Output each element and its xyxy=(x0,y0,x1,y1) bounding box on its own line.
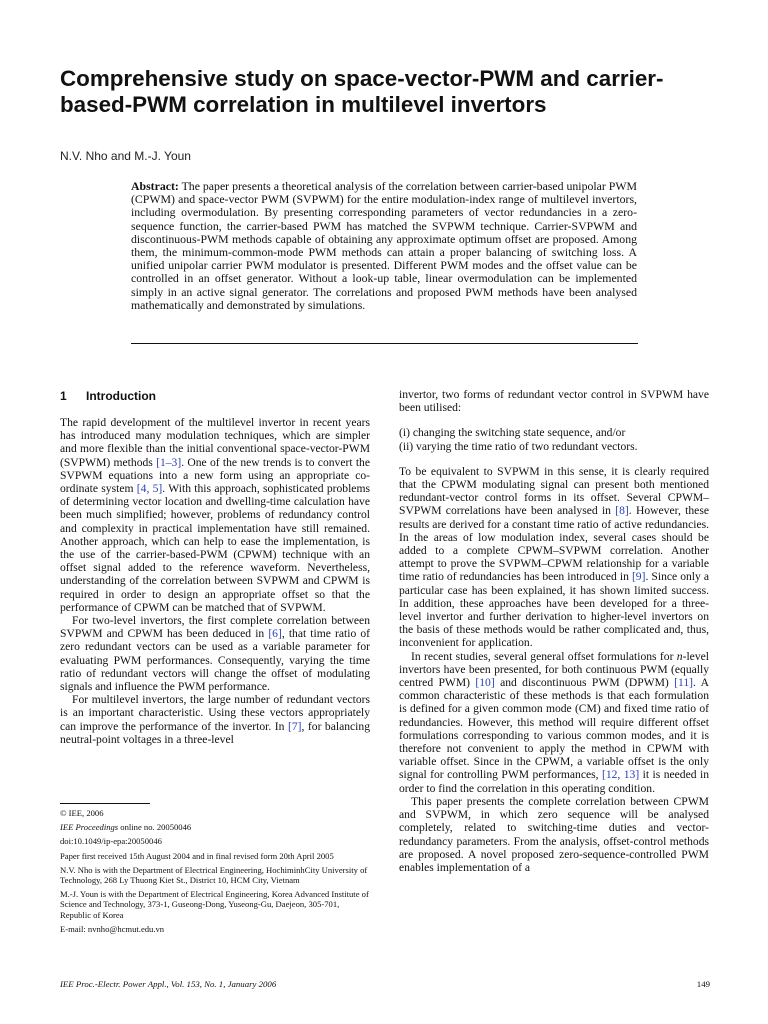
text-run: and discontinuous PWM (DPWM) xyxy=(494,676,675,690)
email-note: E-mail: nvnho@hcmut.edu.vn xyxy=(60,923,165,934)
text-run: , for balancing neutral-point voltages in a three-level xyxy=(60,719,370,746)
affiliation-note-2: M.-J. Youn is with the Department of Electrical Engineering, Korea Advanced Institute of Science and Technology, 373-1, Guseong-Dong, Yuseong-Gu, Daejeon, 305-701, Republic of Korea xyxy=(60,889,369,920)
proceedings-note xyxy=(60,822,370,832)
intro-paragraph-1 xyxy=(60,416,370,614)
affiliation-note-1: N.V. Nho is with the Department of Electrical Engineering, HochiminhCity University of Technology, 268 Ly Thuong Kiet St., District 10, HCM City, Vietnam xyxy=(60,864,368,886)
citation-link[interactable]: [10] xyxy=(475,676,495,690)
text-run: . Since only a particular case has been explained, it has shown limited success. In addition, these approaches have been developed for a three-level invertor and further derivation to higher-level invertors on the basis of these methods would be rather complicated and, thus, inconvenient for application. xyxy=(399,570,710,650)
list-item: (i) changing the switching state sequence, and/or xyxy=(399,426,626,440)
intro-paragraph-2 xyxy=(60,614,370,693)
text-run: . With this approach, sophisticated problems of determining vector location and dwelling-time calculation have been much simplified; however, problems of redundancy control and complexity in practical implementation have still remained. Another approach, which can help to ease the implementation, is the use of the carrier-based-PWM (CPWM) technique with an offset signal added to the reference waveform. Nevertheless, understanding of the correlation between SVPWM and CPWM is required in order to design an appropriate offset so that the performance of CPWM can be matched that of SVPWM. xyxy=(60,482,370,614)
copyright-note: © IEE, 2006 xyxy=(60,808,104,818)
paper-title: Comprehensive study on space-vector-PWM and carrier-based-PWM correlation in multilevel invertors xyxy=(60,66,664,117)
text-run: The rapid development of the multilevel invertor in recent years has introduced many modulation techniques, which are simpler and more flexible than the initial conventional space-vector-PWM (SVPWM) methods xyxy=(60,416,370,469)
footnote-divider xyxy=(60,803,150,804)
text-run: -level invertors have been presented, for both continuous PWM (equally centred PWM) xyxy=(399,649,709,690)
citation-link[interactable]: [9] xyxy=(631,570,646,584)
body-paragraph-3 xyxy=(399,650,709,795)
text-run: In recent studies, several general offset formulations for xyxy=(411,649,677,663)
doi-note: doi:10.1049/ip-epa:20050046 xyxy=(60,836,162,847)
text-run: it is needed in order to find the correlation in this operating condition. xyxy=(399,768,709,795)
left-column xyxy=(60,388,370,746)
citation-link[interactable]: [12, 13] xyxy=(601,768,640,782)
text-run: For two-level invertors, the first complete correlation between SVPWM and CPWM has been deduced in xyxy=(60,614,370,641)
body-paragraph-2 xyxy=(399,465,709,650)
abstract xyxy=(131,180,637,312)
text-run: . However, these results are derived for a constant time ratio of active redundancies. In the areas of low modulation index, several cases should be added to a complete CPWM–SVPWM correlation. Another attempt to prove the SVPWM–CPWM relationship for a variable time ratio of redundancies has been introduced in xyxy=(399,504,709,584)
abstract-text: The paper presents a theoretical analysis of the correlation between carrier-based unipolar PWM (CPWM) and space-vector PWM (SVPWM) for the entire modulation-index range of multilevel invertors, including overmodulation. By presenting corresponding parameters of vector redundancies in a zero-sequence function, the carrier-based PWM has matched the SVPWM technique. Carrier-SVPWM and discontinuous-PWM methods capable of obtaining any approximate optimum offset are proposed. Among them, the minimum-common-mode PWM methods can attain a proper balancing of switching loss. A unified unipolar carrier PWM modulator is presented. Different PWM modes and the offset value can be controlled in an offset generator. Without a look-up table, linear overmodulation can be implemented simply in an active signal generator. The correlations and proposed PWM methods have been analysed mathematically and demonstrated by simulations. xyxy=(131,179,637,312)
italic-symbol: n xyxy=(676,649,683,663)
journal-footer: IEE Proc.-Electr. Power Appl., Vol. 153, No. 1, January 2006 xyxy=(60,979,277,989)
text-run: . A common characteristic of these methods is that each formulation is defined for a given common mode (CM) and fixed time ratio of redundancies. However, this method will require different offset formulations corresponding to various common modes, and it is therefore not convenient to apply the method in CPWM with variable offset. Since in the CPWM, a variable offset is the only signal for controlling PWM performances, xyxy=(399,676,709,782)
abstract-divider xyxy=(131,343,638,344)
citation-link[interactable]: [6] xyxy=(268,627,282,641)
footnotes xyxy=(60,808,370,934)
text-run: For multilevel invertors, the large number of redundant vectors is an important characteristic. Using these vectors appropriately can improve the performance of the invertor. In xyxy=(60,693,370,733)
proceedings-number: online no. 20050046 xyxy=(118,822,192,833)
citation-link[interactable]: [7] xyxy=(287,719,302,733)
text-run: . One of the new trends is to convert the SVPWM equations into a new form using an appropriate co-ordinate system xyxy=(60,455,371,496)
intro-paragraph-3 xyxy=(60,693,370,746)
paper-authors: N.V. Nho and M.-J. Youn xyxy=(60,149,191,163)
body-paragraph-1: invertor, two forms of redundant vector control in SVPWM have been utilised: xyxy=(399,388,709,415)
right-column xyxy=(399,388,709,874)
citation-link[interactable]: [1–3] xyxy=(156,455,182,469)
section-title: Introduction xyxy=(86,389,156,403)
citation-link[interactable]: [11] xyxy=(674,676,694,690)
section-number: 1 xyxy=(60,389,67,403)
list-item: (ii) varying the time ratio of two redundant vectors. xyxy=(399,439,638,453)
text-run: To be equivalent to SVPWM in this sense, it is clearly required that the CPWM modulating signal can present both mentioned redundant-vector control forms in its offset. Several CPWM–SVPWM correlations have been analysed in xyxy=(399,464,709,518)
abstract-label: Abstract: xyxy=(131,179,179,193)
body-paragraph-4: This paper presents the complete correlation between CPWM and SVPWM, in which zero sequence will be analysed completely, related to switching-time duties and vector-redundancy parameters. From the analysis, offset-control methods are proposed. A novel proposed zero-sequence-controlled PWM enables implementation of a xyxy=(399,794,709,874)
received-note: Paper first received 15th August 2004 and in final revised form 20th April 2005 xyxy=(60,850,334,861)
page-number: 149 xyxy=(696,979,710,989)
citation-link[interactable]: [8] xyxy=(615,504,629,518)
text-run: , that time ratio of zero redundant vectors can be used as a variable parameter for evaluating PWM performances. Consequently, varying the time ratio of redundant vectors will change the offset of modulating signals and influence the PWM performance. xyxy=(60,627,370,694)
section-heading xyxy=(60,389,370,403)
citation-link[interactable]: [4, 5] xyxy=(136,482,163,496)
proceedings-name: IEE Proceedings xyxy=(60,822,119,833)
